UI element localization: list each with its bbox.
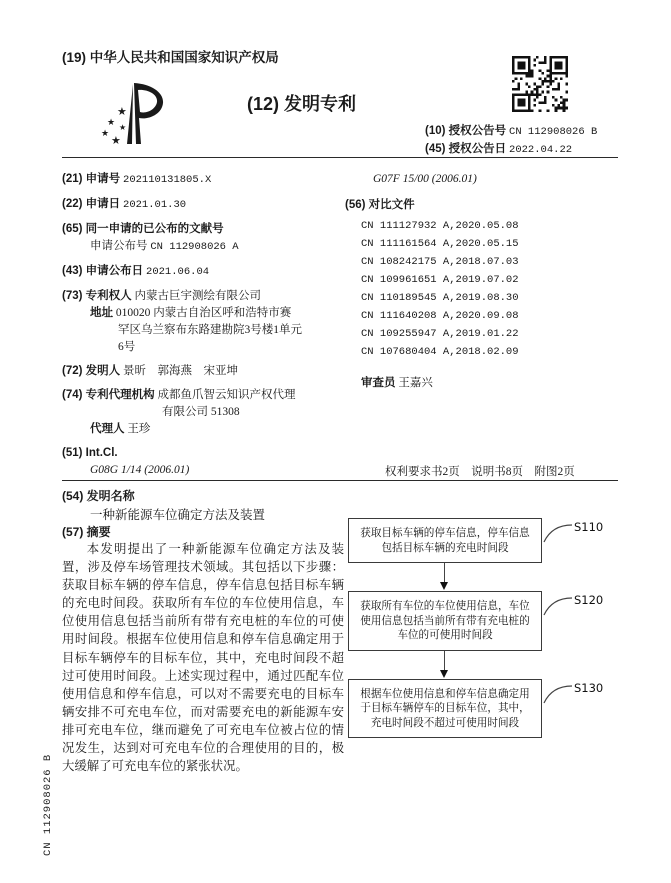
- grant-publication-number-line: [425, 122, 597, 138]
- address-line-3: 6号: [118, 341, 136, 353]
- side-vertical-publication-number: CN 112908026 B: [42, 753, 54, 856]
- address-line-1: [62, 305, 342, 322]
- application-publication-date-value: 2021.06.04: [146, 266, 210, 278]
- abstract-label: (57) 摘要: [62, 525, 111, 539]
- biblio-right-column: [345, 164, 620, 392]
- svg-text:★: ★: [117, 105, 127, 118]
- address-line-2: 罕区乌兰察布东路建勘院3号楼1单元: [118, 324, 302, 336]
- agency-value-2: 有限公司 51308: [162, 406, 240, 418]
- cited-document: CN 111161564 A,2020.05.15: [361, 238, 519, 250]
- agent-value: 王珍: [127, 423, 151, 435]
- flow-arrow-1-shaft: [444, 563, 445, 583]
- cited-documents-list: [345, 217, 620, 361]
- application-number-value: 202110131805.X: [123, 174, 212, 186]
- qr-code: [512, 56, 568, 112]
- biblio-left-column: [62, 164, 342, 479]
- cited-documents-label-line: [345, 197, 620, 214]
- application-publication-date-label: (43) 申请公布日: [62, 265, 144, 277]
- prior-publication-number-line: [62, 238, 342, 256]
- flow-arrow-2-shaft: [444, 651, 445, 671]
- document-type-title: (12) 发明专利: [247, 94, 357, 114]
- grant-publication-date-line: [425, 140, 572, 156]
- cited-document: CN 111640208 A,2020.09.08: [361, 310, 519, 322]
- prior-publication-number-value: CN 112908026 A: [150, 241, 239, 253]
- invention-title: 一种新能源车位确定方法及装置: [90, 508, 266, 522]
- application-publication-date-line: [62, 263, 342, 281]
- abstract-text: 本发明提出了一种新能源车位确定方法及装置，涉及停车场管理技术领域。其包括以下步骤：获取目标车辆的停车信息，停车信息包括目标车辆的充电时间段。获取所有车位的车位使用信息，车位使用信息包括当前所有带有充电桩的车位的可使用时间段。根据车位使用信息和停车信息确定用于目标车辆停车的目标车位，其中，充电时间段不超过可使用时间段。上述实现过程中，通过匹配车位使用信息和停车信息，可以对不需要充电的目标车辆安排不可充电车位，而对需要充电的新能源车安排可充电车位，继而避免了可充电车位被占位的情况发生，达到对可充电车位的合理使用的目的，极大缓解了可充电车位的紧张状况。: [62, 542, 344, 774]
- flow-arrow-1: [348, 563, 542, 591]
- cited-document: CN 107680404 A,2018.02.09: [361, 346, 519, 358]
- cited-document: CN 110189545 A,2019.08.30: [361, 292, 519, 304]
- agency-value-1: 成都鱼爪智云知识产权代理: [157, 389, 296, 401]
- biblio-divider: [62, 480, 618, 481]
- grant-publication-date-value: 2022.04.22: [509, 144, 573, 156]
- invention-title-label: (54) 发明名称: [62, 489, 135, 503]
- cited-document: CN 108242175 A,2018.07.03: [361, 256, 519, 268]
- cited-document: CN 109255947 A,2019.01.22: [361, 328, 519, 340]
- grant-publication-number-value: CN 112908026 B: [509, 126, 598, 138]
- flow-step-2-leader-line: [542, 595, 574, 617]
- intcl-line: [62, 445, 342, 479]
- examiner-label: 审查员: [361, 377, 396, 389]
- flow-step-1-label: S110: [574, 520, 604, 534]
- agent-line: [62, 421, 342, 438]
- ipc-extra-line: G07F 15/00 (2006.01): [373, 173, 477, 185]
- prior-publication-label: (65) 同一申请的已公布的文献号: [62, 223, 224, 235]
- cnipa-logo-graphic: [97, 80, 175, 152]
- agency-line: [62, 387, 342, 438]
- address-label: 地址: [90, 307, 113, 319]
- filing-date-line: [62, 196, 342, 214]
- flow-step-2: [348, 591, 604, 651]
- inventors-value: 景昕 郭海燕 宋亚坤: [123, 365, 239, 377]
- patentee-value: 内蒙古巨宇测绘有限公司: [134, 290, 262, 302]
- flow-step-3-label: S130: [574, 680, 604, 695]
- header-divider: [62, 157, 618, 158]
- address-value-1: 010020 内蒙古自治区呼和浩特市赛: [115, 307, 292, 319]
- grant-publication-number-label: (10) 授权公告号: [425, 125, 507, 137]
- application-number-label: (21) 申请号: [62, 173, 121, 185]
- intcl-label: (51) Int.Cl.: [62, 447, 118, 459]
- cited-document: CN 109961651 A,2019.07.02: [361, 274, 519, 286]
- intcl-value: G08G 1/14 (2006.01): [90, 464, 190, 476]
- pages-summary-line: 权利要求书2页 说明书8页 附图2页: [385, 466, 575, 478]
- prior-publication-line: [62, 221, 342, 256]
- patentee-label: (73) 专利权人: [62, 290, 132, 302]
- flow-step-1-leader-line: [542, 522, 574, 544]
- filing-date-label: (22) 申请日: [62, 198, 121, 210]
- flow-step-3: [348, 679, 604, 739]
- flow-step-2-label: S120: [574, 593, 604, 607]
- prior-publication-number-label: 申请公布号: [90, 240, 148, 252]
- application-number-line: [62, 171, 342, 189]
- examiner-line: [345, 375, 620, 392]
- cnipa-logo: [97, 80, 175, 152]
- examiner-value: 王嘉兴: [398, 377, 433, 389]
- cited-document: CN 111127932 A,2020.05.08: [361, 220, 519, 232]
- agency-label: (74) 专利代理机构: [62, 389, 155, 401]
- flow-step-1: [348, 518, 604, 563]
- svg-text:★: ★: [111, 134, 121, 147]
- cited-documents-label: (56) 对比文件: [345, 199, 415, 211]
- agent-label: 代理人: [90, 423, 125, 435]
- flow-arrow-1-head: [440, 582, 448, 590]
- svg-text:★: ★: [107, 118, 116, 128]
- svg-text:★: ★: [119, 123, 127, 132]
- flow-step-3-box: 根据车位使用信息和停车信息确定用于目标车辆停车的目标车位，其中，充电时间段不超过可使用时间段: [348, 679, 542, 739]
- flow-step-2-box: 获取所有车位的车位使用信息，车位使用信息包括当前所有带有充电桩的车位的可使用时间段: [348, 591, 542, 651]
- flow-arrow-2-head: [440, 670, 448, 678]
- svg-text:★: ★: [101, 129, 110, 139]
- flow-step-1-box: 获取目标车辆的停车信息，停车信息包括目标车辆的充电时间段: [348, 518, 542, 563]
- grant-publication-date-label: (45) 授权公告日: [425, 143, 507, 155]
- filing-date-value: 2021.01.30: [123, 199, 187, 211]
- inventors-label: (72) 发明人: [62, 365, 121, 377]
- patent-office-line: (19) 中华人民共和国国家知识产权局: [62, 50, 279, 65]
- patentee-line: [62, 288, 342, 356]
- abstract-figure-flowchart: [348, 518, 638, 738]
- flow-arrow-2: [348, 651, 542, 679]
- inventors-line: [62, 363, 342, 380]
- flow-step-3-leader-line: [542, 683, 574, 705]
